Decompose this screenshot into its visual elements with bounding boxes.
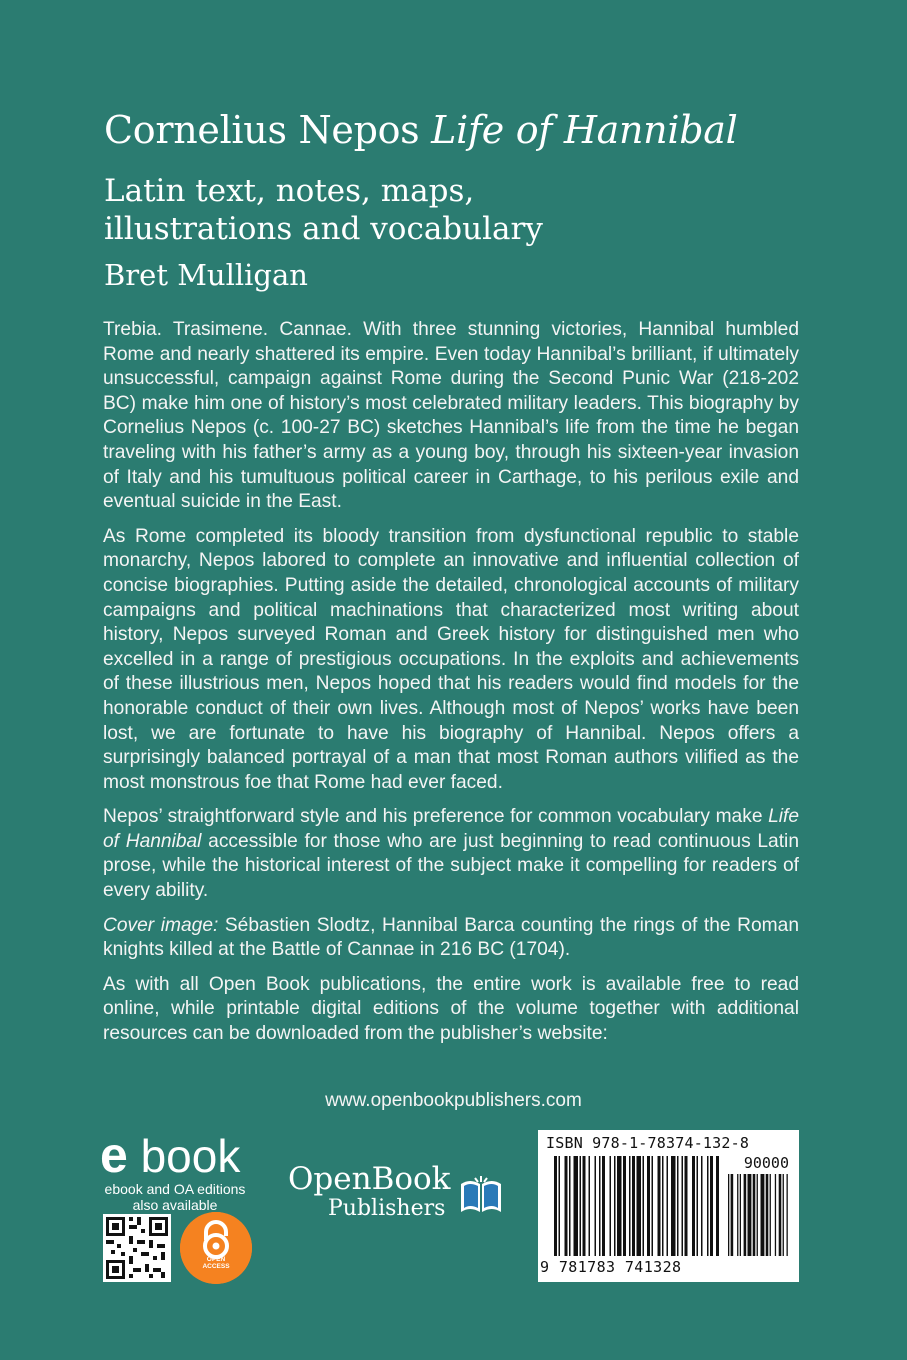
title-work-name: Life of Hannibal xyxy=(431,108,738,152)
open-book-icon xyxy=(458,1172,504,1218)
blurb-paragraph-1: Trebia. Trasimene. Cannae. With three stunning victories, Hannibal humbled Rome and nearly shattered its empire. Even today Hannibal’s brilliant, if ultimately unsuccessful, campaign against Rome during the Second Punic War (218-202 BC) make him one of history’s most celebrated military leaders. This biography by Cornelius Nepos (c. 100-27 BC) sketches Hannibal’s life from the time he began traveling with his father’s army as a young boy, through his sixteen-year invasion of Italy and his tumultuous political career in Carthage, to his perilous exile and eventual suicide in the East. xyxy=(103,319,799,513)
price-code: 90000 xyxy=(743,1154,789,1172)
blurb-paragraph-5: As with all Open Book publications, the entire work is available free to read online, while printable digital editions of the volume together with additional resources can be downloaded from the publisher’s website: xyxy=(103,973,799,1045)
open-access-label-line-1: OPEN xyxy=(206,1256,226,1263)
isbn-barcode xyxy=(538,1130,799,1282)
ebook-logo-e: e xyxy=(100,1127,128,1183)
book-subtitle xyxy=(104,172,664,248)
cover-image-label: Cover image: xyxy=(103,914,219,936)
book-author: Bret Mulligan xyxy=(104,258,308,292)
cover-image-text: Sébastien Slodtz, Hannibal Barca counting the rings of the Roman knights killed at the Battle of Cannae in 216 BC (1704). xyxy=(103,914,799,961)
ebook-note xyxy=(100,1181,250,1213)
ebook-logo-book: book xyxy=(140,1130,241,1182)
barcode-digits: 9 781783 741328 xyxy=(540,1258,682,1276)
blurb xyxy=(103,318,799,1057)
publisher-name: OpenBook xyxy=(288,1161,451,1197)
publisher-subname: Publishers xyxy=(328,1196,446,1221)
ebook-note-line-2: also available xyxy=(132,1197,218,1213)
publisher-website[interactable]: www.openbookpublishers.com xyxy=(325,1090,582,1111)
ebook-badge xyxy=(100,1127,260,1213)
blurb-p3-end: accessible for those who are just beginning to read continuous Latin prose, while the historical interest of the subject make it compelling for readers of every ability. xyxy=(103,830,799,902)
book-title xyxy=(104,108,737,152)
subtitle-line-2: illustrations and vocabulary xyxy=(104,211,543,247)
blurb-p3-title: Life of Hannibal xyxy=(103,806,799,852)
blurb-paragraph-2: As Rome completed its bloody transition from dysfunctional republic to stable monarchy, Nepos labored to complete an innovative and influential collection of concise biographies. Putting aside the detailed, chronological accounts of military campaigns and political machinations that characterized most writing about history, Nepos surveyed Roman and Greek history for distinguished men who excelled in a range of prestigious occupations. In the exploits and achievements of these illustrious men, Nepos hoped that his readers would find models for the honorable conduct of their own lives. Although most of Nepos’ works have been lost, we are fortunate to have his biography of Hannibal. Nepos offers a surprisingly balanced portrayal of a man that most Roman authors vilified as the most monstrous foe that Rome had ever faced. xyxy=(103,525,799,793)
open-access-label xyxy=(180,1256,252,1270)
cover-image-credit xyxy=(103,914,799,963)
isbn-label: ISBN 978-1-78374-132-8 xyxy=(546,1134,750,1152)
ebook-note-line-1: ebook and OA editions xyxy=(104,1181,246,1197)
publisher-logo xyxy=(288,1162,450,1222)
qr-code-icon[interactable] xyxy=(103,1214,171,1282)
ebook-logo xyxy=(100,1127,260,1183)
open-access-label-line-2: ACCESS xyxy=(202,1263,230,1270)
blurb-paragraph-3 xyxy=(103,805,799,903)
title-author-name: Cornelius Nepos xyxy=(104,108,432,152)
blurb-p3-start: Nepos’ straightforward style and his preference for common vocabulary make xyxy=(103,806,769,828)
subtitle-line-1: Latin text, notes, maps, xyxy=(104,173,475,209)
open-access-icon xyxy=(180,1212,252,1284)
open-access-badge xyxy=(180,1212,252,1284)
